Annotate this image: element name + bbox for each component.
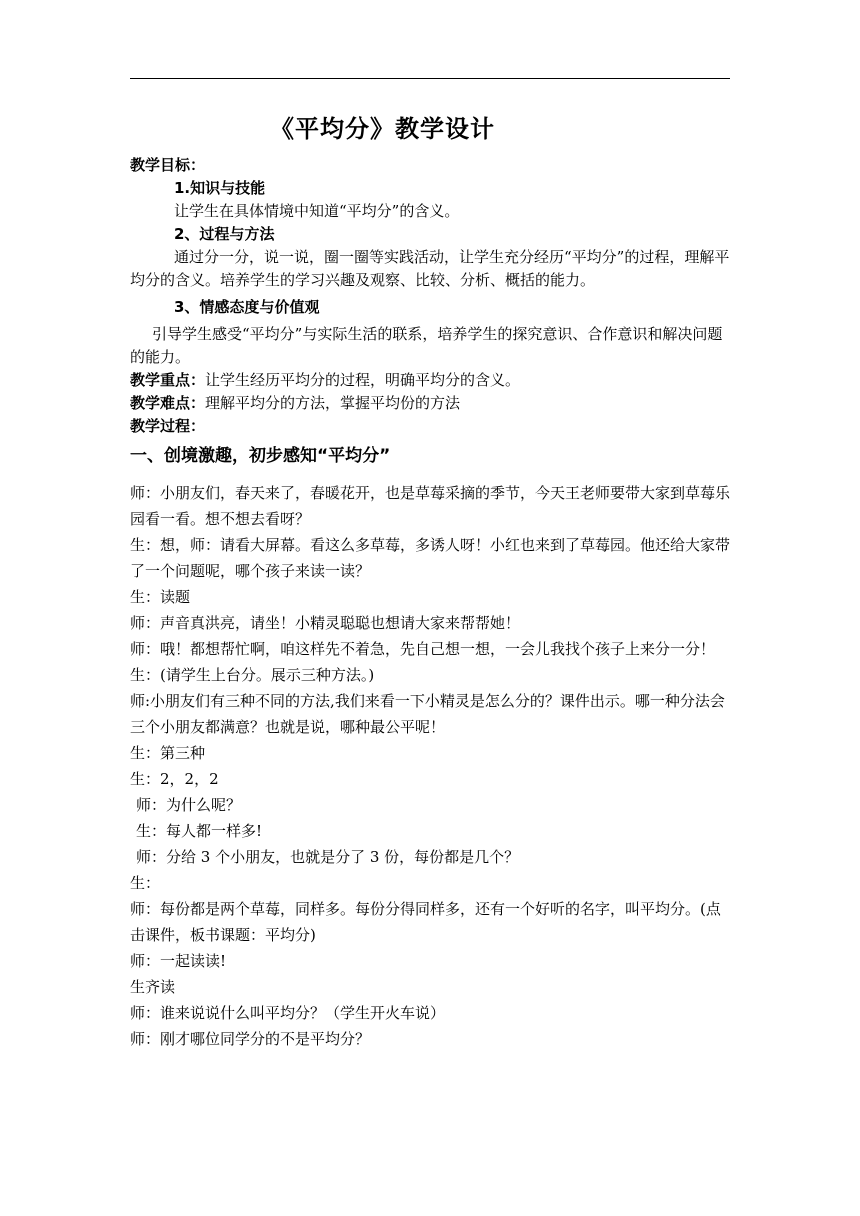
document-title: 《平均分》教学设计 (270, 115, 495, 143)
difficulty-point (130, 392, 730, 415)
goal3-heading: 3、情感态度与价值观 (174, 298, 320, 316)
section1-heading: 一、创境激趣，初步感知“平均分” (130, 446, 391, 466)
goal1-heading: 1.知识与技能 (174, 179, 266, 197)
goal3-text: 引导学生感受“平均分”与实际生活的联系，培养学生的探究意识、合作意识和解决问题的能力。 (130, 325, 723, 366)
difficulty-label: 教学难点： (130, 394, 206, 412)
header-rule (130, 78, 730, 79)
key-point (130, 369, 730, 392)
dialogue-line: 生：2，2，2 (130, 770, 219, 788)
dialogue-line: 师：刚才哪位同学分的不是平均分？ (130, 1030, 371, 1048)
dialogue-line: 生： (130, 874, 161, 892)
dialogue-line: 师：为什么呢？ (136, 796, 242, 814)
document-body (130, 154, 730, 1052)
dialogue-line: 师：小朋友们，春天来了，春暖花开，也是草莓采摘的季节，今天王老师要带大家到草莓乐园看一看。想不想去看呀？ (130, 484, 731, 528)
dialogue-line: 师:小朋友们有三种不同的方法,我们来看一下小精灵是怎么分的？课件出示。哪一种分法会三个小朋友都满意？也就是说，哪种最公平呢！ (130, 692, 725, 736)
process-heading: 教学过程： (130, 417, 206, 435)
difficulty-text: 理解平均分的方法，掌握平均份的方法 (205, 394, 461, 412)
dialogue-line: 师：声音真洪亮，请坐！小精灵聪聪也想请大家来帮帮她！ (130, 614, 521, 632)
dialogue-line: 师：一起读读! (130, 952, 227, 970)
dialogue-line: 师：每份都是两个草莓，同样多。每份分得同样多，还有一个好听的名字，叫平均分。(点击课件，板书课题：平均分) (130, 900, 721, 944)
dialogue-line: 生：想，师：请看大屏幕。看这么多草莓，多诱人呀！小红也来到了草莓园。他还给大家带了一个问题呢，哪个孩子来读一读？ (130, 536, 731, 580)
dialogue-line: 师：分给 3 个小朋友，也就是分了 3 份，每份都是几个？ (136, 848, 520, 866)
key-point-text: 让学生经历平均分的过程，明确平均分的含义。 (205, 371, 521, 389)
dialogue-line: 生：每人都一样多! (136, 822, 263, 840)
key-point-label: 教学重点： (130, 371, 206, 389)
dialogue-line: 生：第三种 (130, 744, 206, 762)
dialogue-line: 师：哦！都想帮忙啊，咱这样先不着急，先自己想一想，一会儿我找个孩子上来分一分！ (130, 640, 716, 658)
goal1-text: 让学生在具体情境中知道“平均分”的含义。 (174, 202, 460, 220)
dialogue-line: 生齐读 (130, 978, 176, 996)
goal2-heading: 2、过程与方法 (174, 225, 275, 243)
dialogue-line: 师：谁来说说什么叫平均分？（学生开火车说） (130, 1004, 446, 1022)
dialogue-line: 生：(请学生上台分。展示三种方法。) (130, 666, 375, 684)
goal2-text: 通过分一分，说一说，圈一圈等实践活动，让学生充分经历“平均分”的过程，理解平均分的含义。培养学生的学习兴趣及观察、比较、分析、概括的能力。 (130, 248, 730, 289)
goals-heading: 教学目标： (130, 156, 206, 174)
dialogue-line: 生：读题 (130, 588, 191, 606)
